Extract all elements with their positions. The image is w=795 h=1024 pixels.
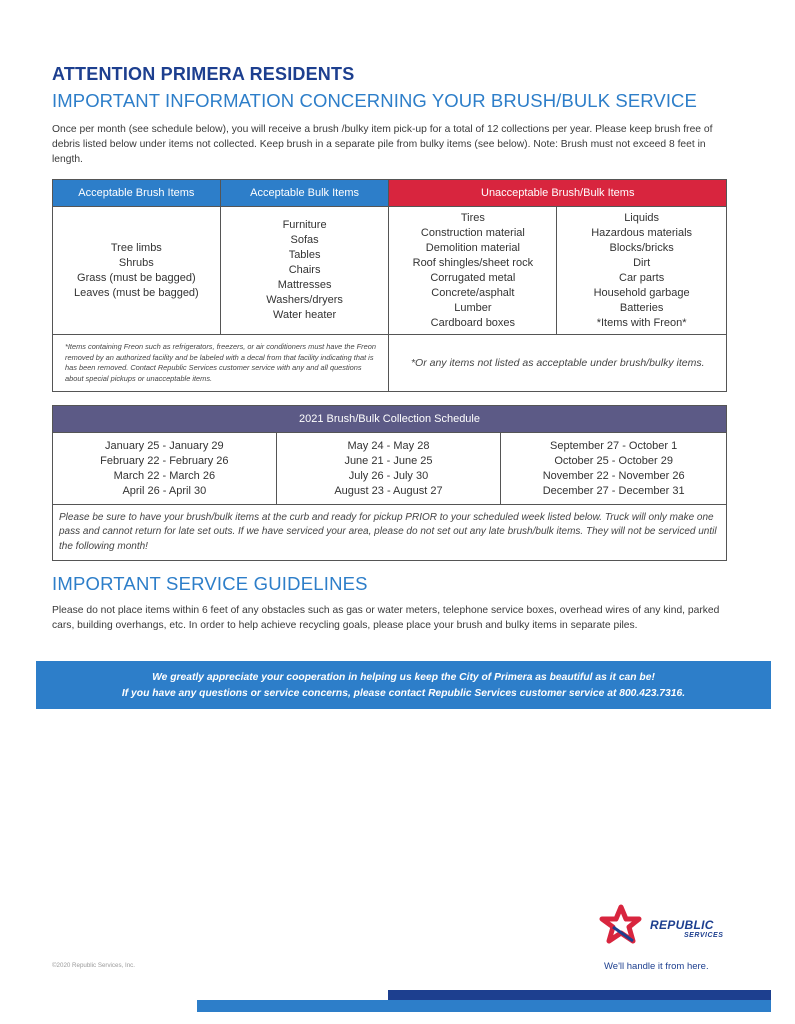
schedule-date: October 25 - October 29 <box>554 454 673 467</box>
header-acceptable-brush: Acceptable Brush Items <box>53 180 221 207</box>
banner-line-1: We greatly appreciate your cooperation in helping us keep the City of Primera as beautiful as it can be! <box>152 672 655 683</box>
list-item: Blocks/bricks <box>609 241 674 254</box>
list-item: Grass (must be bagged) <box>77 271 196 284</box>
schedule-date: March 22 - March 26 <box>113 469 216 482</box>
tagline: We'll handle it from here. <box>604 961 709 972</box>
list-item: Concrete/asphalt <box>431 286 515 299</box>
list-item: Construction material <box>420 226 525 239</box>
bulk-items-cell <box>220 207 389 335</box>
list-item: Corrugated metal <box>430 271 516 284</box>
footer-bar-dark <box>388 990 771 1000</box>
unacceptable-items-cell-1 <box>389 207 557 335</box>
schedule-date: June 21 - June 25 <box>344 454 433 467</box>
list-item: Tree limbs <box>110 241 162 254</box>
list-item: Household garbage <box>593 286 690 299</box>
other-items-note: *Or any items not listed as acceptable under brush/bulky items. <box>389 335 727 392</box>
items-table <box>52 179 727 392</box>
logo-subtitle: SERVICES <box>684 932 724 939</box>
logo-wordmark: REPUBLIC <box>650 918 714 932</box>
schedule-date: November 22 - November 26 <box>542 469 685 482</box>
schedule-date: February 22 - February 26 <box>100 454 229 467</box>
footer-bar-light <box>197 1000 771 1012</box>
schedule-title: 2021 Brush/Bulk Collection Schedule <box>53 406 727 433</box>
schedule-column-1 <box>53 433 277 505</box>
list-item: Tires <box>460 211 485 224</box>
list-item: Furniture <box>282 219 327 231</box>
schedule-column-2 <box>276 433 501 505</box>
list-item: Cardboard boxes <box>430 316 516 329</box>
brush-items-cell <box>53 207 221 335</box>
schedule-date: July 26 - July 30 <box>348 469 429 482</box>
page-title: ATTENTION PRIMERA RESIDENTS <box>52 64 355 84</box>
list-item: Demolition material <box>425 241 520 254</box>
schedule-table <box>52 405 727 561</box>
list-item: Hazardous materials <box>591 226 693 239</box>
list-item: Car parts <box>619 271 665 284</box>
list-item: Roof shingles/sheet rock <box>412 256 534 269</box>
copyright-notice: ©2020 Republic Services, Inc. <box>52 962 135 969</box>
intro-paragraph: Once per month (see schedule below), you will receive a brush /bulky item pick-up for a total of 12 collections per year. Please keep brush free of debris listed below under items not collected. Keep brush in a separate pile from bulky items (see below). Note: Brush must not exceed 8 feet in length. <box>52 124 713 165</box>
list-item: Water heater <box>272 309 337 321</box>
list-item: Liquids <box>624 211 660 224</box>
banner-line-2: If you have any questions or service concerns, please contact Republic Services customer service at 800.423.7316. <box>121 688 686 699</box>
list-item: Lumber <box>454 301 492 314</box>
list-item: Batteries <box>619 301 664 314</box>
schedule-date: May 24 - May 28 <box>347 439 430 452</box>
list-item: Shrubs <box>118 256 154 269</box>
star-mark <box>602 907 639 941</box>
schedule-date: December 27 - December 31 <box>542 484 685 497</box>
schedule-date: September 27 - October 1 <box>550 439 678 452</box>
header-unacceptable: Unacceptable Brush/Bulk Items <box>389 180 727 207</box>
guidelines-title: IMPORTANT SERVICE GUIDELINES <box>52 573 368 594</box>
list-item: Sofas <box>290 234 319 246</box>
schedule-date: April 26 - April 30 <box>122 484 207 497</box>
list-item: Dirt <box>633 256 651 269</box>
list-item: Leaves (must be bagged) <box>73 286 199 299</box>
schedule-column-3 <box>501 433 727 505</box>
list-item: Chairs <box>288 264 321 276</box>
freon-note: *Items containing Freon such as refrigerators, freezers, or air conditioners must have the Freon removed by an authorized facility and be labeled with a decal from that facility indicating that is has been removed. Contact Republic Services customer service with any and all questions about special pickups or unacceptable items. <box>53 335 389 392</box>
list-item: Tables <box>288 249 321 261</box>
appreciation-banner <box>36 661 771 709</box>
unacceptable-items-cell-2 <box>557 207 727 335</box>
schedule-date: January 25 - January 29 <box>105 439 224 452</box>
schedule-date: August 23 - August 27 <box>334 484 443 497</box>
list-item: *Items with Freon* <box>596 316 687 329</box>
list-item: Washers/dryers <box>266 294 343 306</box>
guidelines-body: Please do not place items within 6 feet of any obstacles such as gas or water meters, telephone service boxes, overhead wires of any kind, parked cars, building overhangs, etc. In order to help achieve recycling goals, please place your brush and bulky items in separate piles. <box>52 605 720 631</box>
page-subtitle: IMPORTANT INFORMATION CONCERNING YOUR BRUSH/BULK SERVICE <box>52 90 697 111</box>
header-acceptable-bulk: Acceptable Bulk Items <box>220 180 389 207</box>
schedule-note: Please be sure to have your brush/bulk items at the curb and ready for pickup PRIOR to your scheduled week listed below. Truck will only make one pass and cannot return for late set outs. If we have serviced your area, please do not set out any late brush/bulk items. They will not be serviced until the following month! <box>53 505 727 561</box>
list-item: Mattresses <box>277 279 332 291</box>
